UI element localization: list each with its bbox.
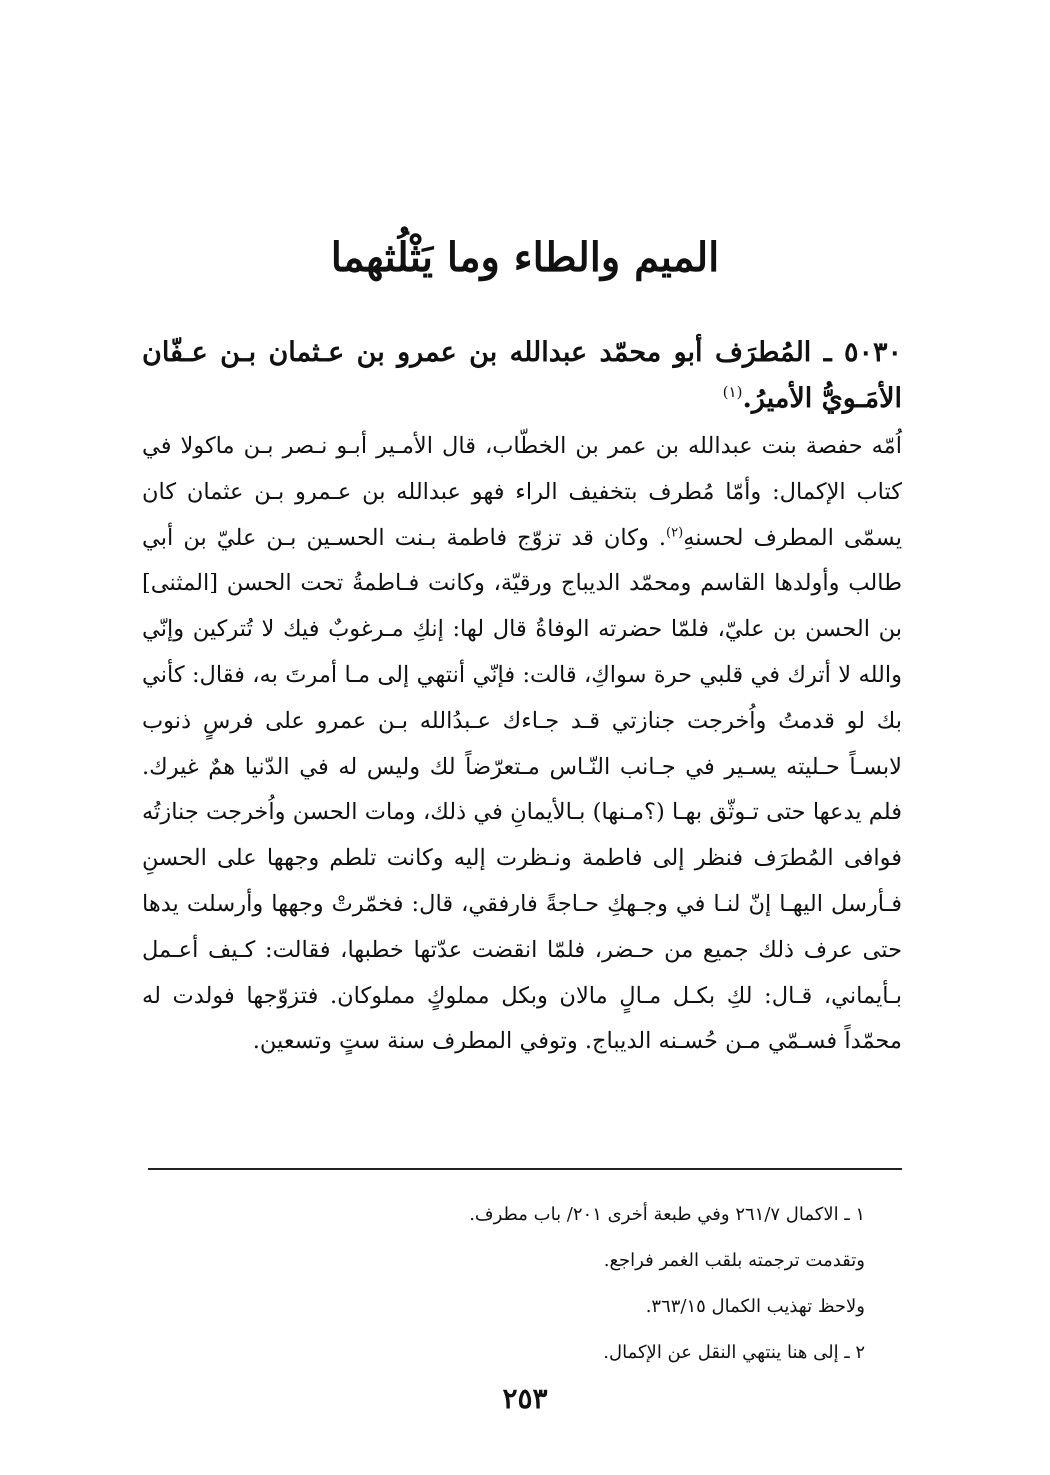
page-number: ٢٥٣ xyxy=(502,1382,548,1415)
entry-heading-text: ٥٠٣٠ ـ المُطرَف أبو محمّد عبدالله بن عمرو بن عـثمان بـن عـفّان الأمَـويُّ الأميرُ. xyxy=(142,337,902,414)
chapter-title: الميم والطاء وما يَثْلُثهما xyxy=(330,234,720,281)
footnote-line: ولاحظ تهذيب الكمال ٣٦٣/١٥. xyxy=(645,1296,865,1317)
footnote-ref-2: (٢) xyxy=(666,525,684,541)
footnotes xyxy=(185,1192,865,1376)
entry-text-part-1: اُمّه حفصة بنت عبدالله بن عمر بن الخطّاب، قال الأمـير أبـو نـصر بـن ماكولا في كتاب الإكمال: وأمّا مُطرف بتخفيف الراء فهو عبدالله بن عـمرو بـن عثمان كان يسمّى المطرف لحسنهِ xyxy=(142,433,902,551)
footnote-ref-1: (١) xyxy=(722,383,743,401)
entry-heading xyxy=(142,330,902,422)
entry-text-part-2: . وكان قد تزوّج فاطمة بـنت الحسـين بـن عليّ بن أبي طالب وأولدها القاسم ومحمّد الديباج ورقيّة، وكانت فـاطمةُ تحت الحسن [المثنى] بن الحسن بن عليّ، فلمّا حضرته الوفاةُ قال لها: إنكِ مـرغوبٌ فيك لا تُتركين وإنّي والله لا أترك في قلبي حرة سواكِ، قالت: فإنّي أنتهي إلى مـا أمرتَ به، فقال: كأني بك لو قدمتُ واُخرجت جنازتي قـد جـاءك عـبدُالله بـن عمرو على فرسٍ ذنوب لابسـاً حـليته يسـير في جـانب النّـاس مـتعرّضاً لك وليس له في الدّنيا همٌ غيرك. فلم يدعها حتى تـوثّق بهـا (؟مـنها) بـالأيمانِ في ذلك، ومات الحسن واُخرجت جنازتُه فوافى المُطرَف فنظر إلى فاطمة ونـظرت إليه وكانت تلطم وجهها على الحسنِ فـأرسل اليهـا إنّ لنـا في وجـهكِ حـاجةً فارفقي، قال: فخمّرتْ وجهها وأرسلت يدها حتى عرف ذلك جميع من حـضر، فلمّا انقضت عدّتها خطبها، فقالت: كـيف أعـمل بـأيماني، قـال: لكِ بكـل مـالٍ مالان وبكل مملوكٍ مملوكان. فتزوّجها فولدت له محمّداً فسـمّي مـن حُسـنه الديباج. وتوفي المطرف سنة ستٍ وتسعين. xyxy=(142,524,902,1055)
footnote-line: ٢ ـ إلى هنا ينتهي النقل عن الإكمال. xyxy=(603,1342,865,1363)
footnote-divider xyxy=(148,1168,902,1170)
footnote-line: ١ ـ الاكمال ٢٦١/٧ وفي طبعة أخرى ٢٠١/ باب مطرف. xyxy=(469,1204,865,1225)
entry-paragraph xyxy=(142,424,902,1065)
footnote-line: وتقدمت ترجمته بلقب الغمر فراجع. xyxy=(603,1250,865,1271)
entry-body xyxy=(142,424,902,1065)
